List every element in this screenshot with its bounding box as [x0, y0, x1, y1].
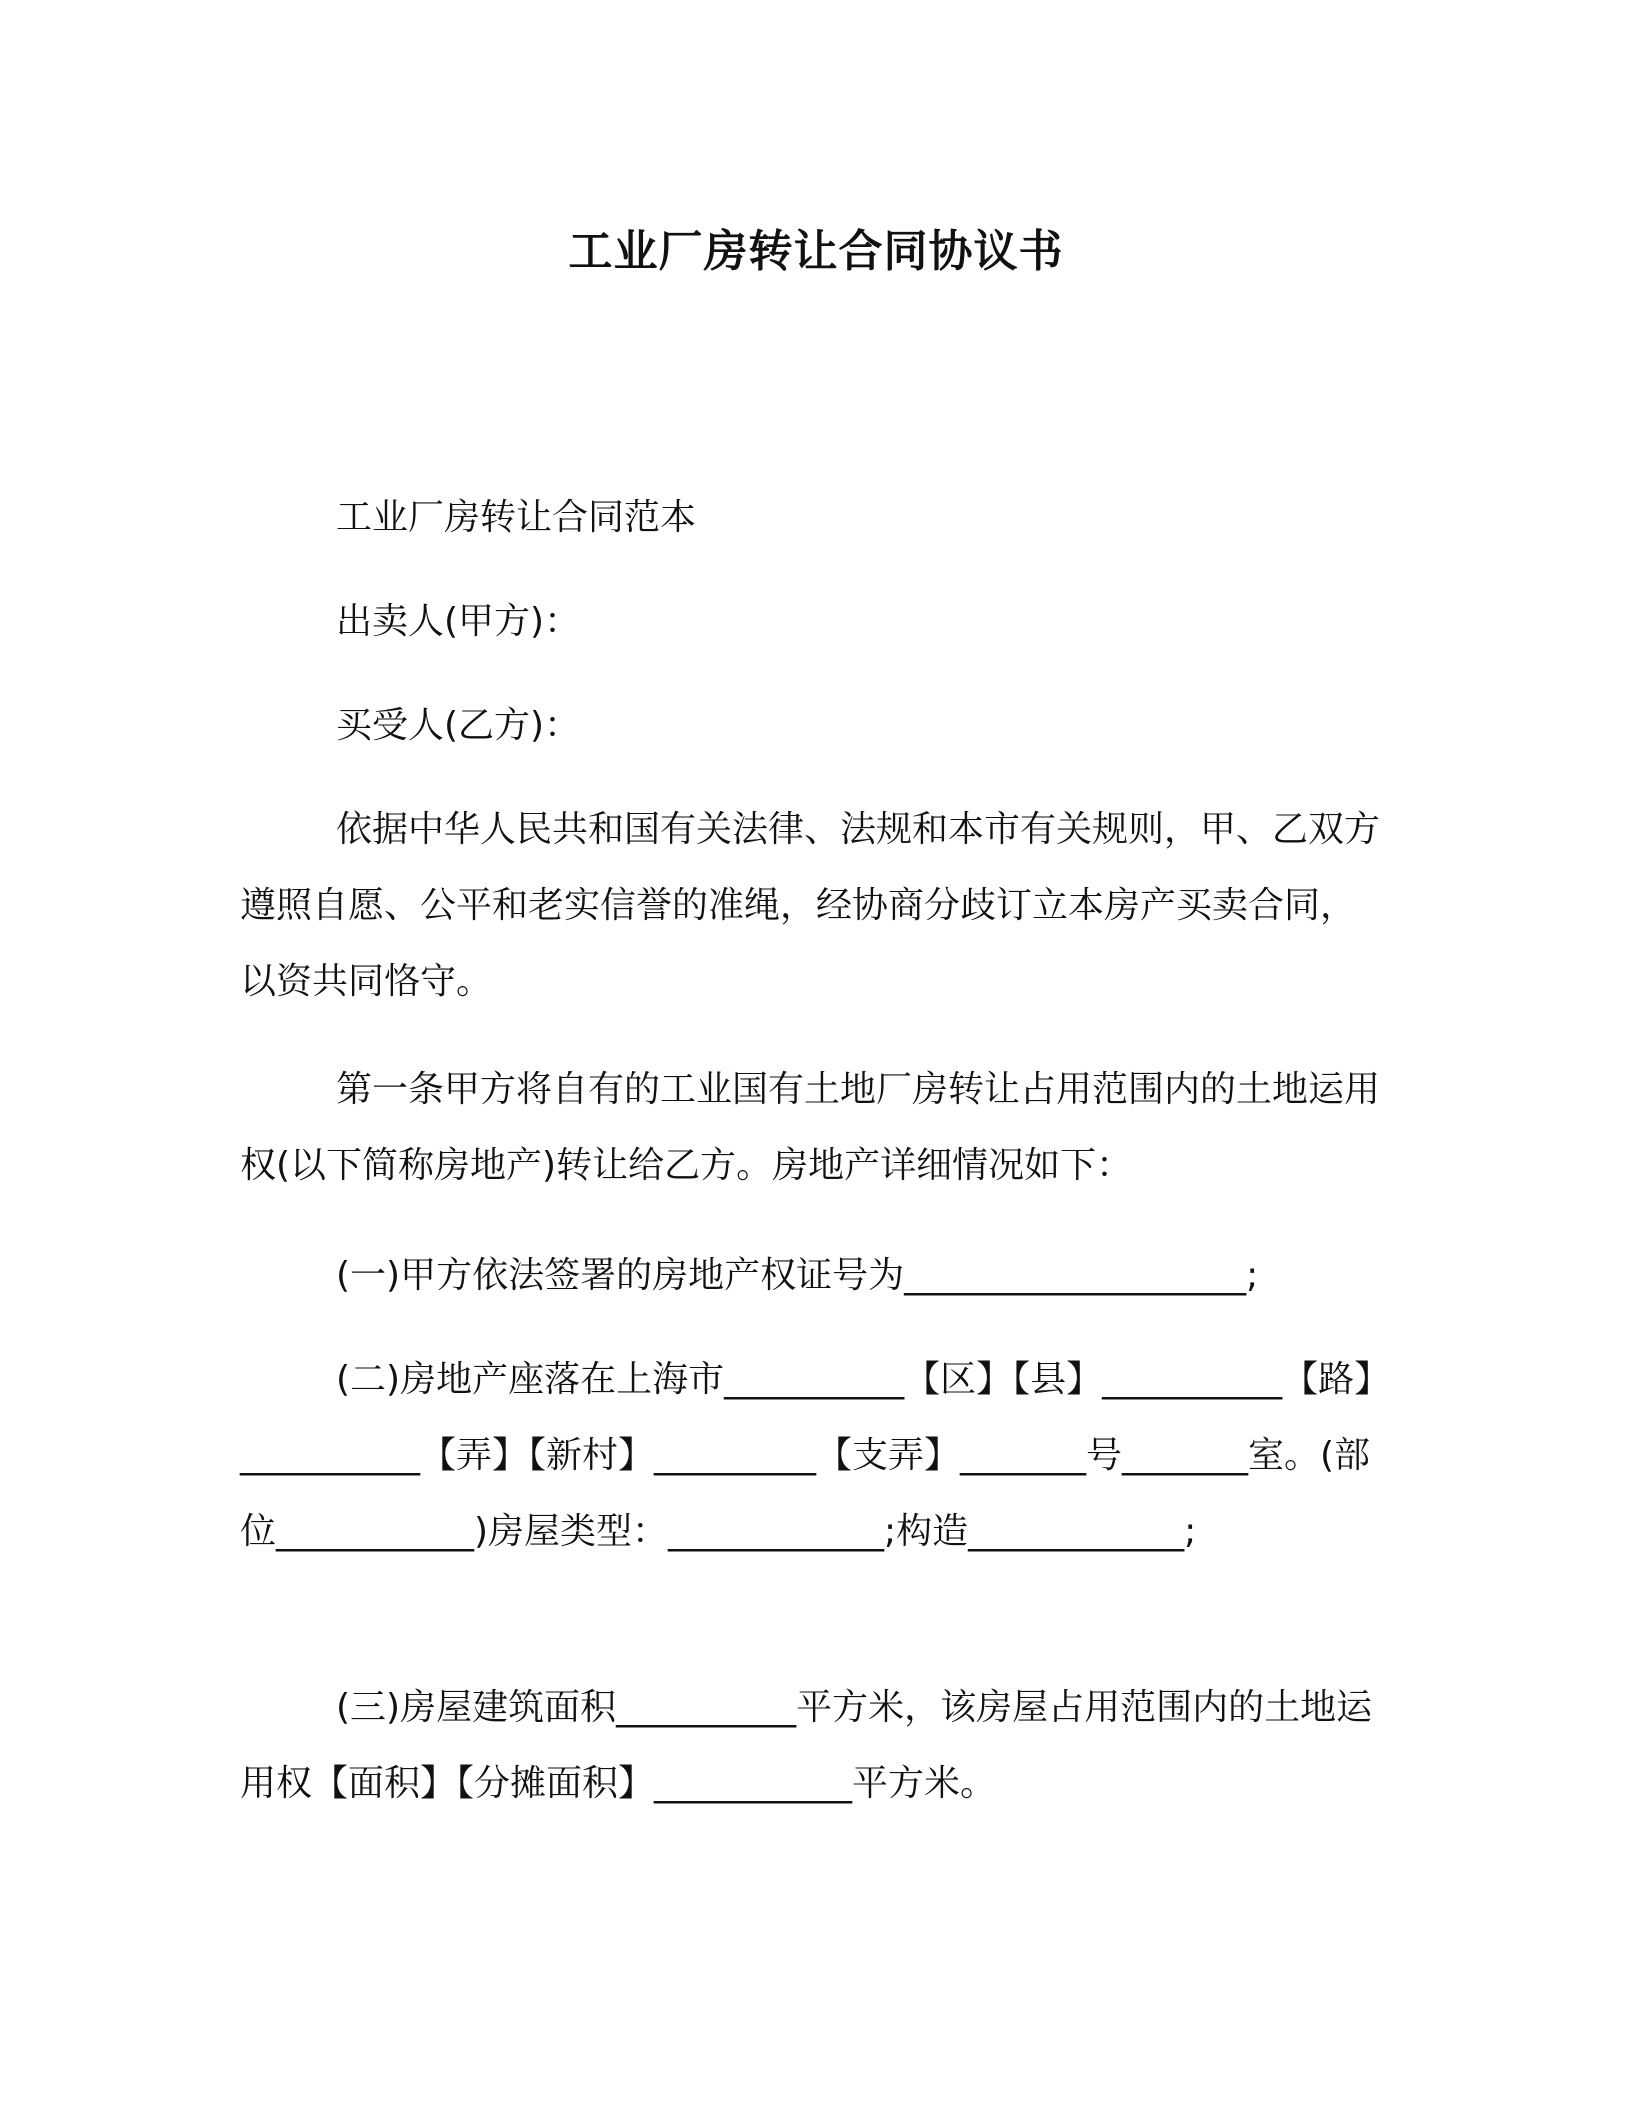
paragraph-clause-2: (二)房地产座落在上海市__________【区】【县】__________【路】__________【弄】【新村】_________【支弄】_______号_______室。(部位___________)房屋类型：____________;构造____________; — [240, 1359, 1373, 1552]
document-title: 工业厂房转让合同协议书 — [568, 226, 1064, 277]
document-subtitle: 工业厂房转让合同范本 — [336, 497, 697, 538]
paragraph-article-1: 第一条甲方将自有的工业国有土地厂房转让占用范围内的土地运用权(以下简称房地产)转让给乙方。房地产详细情况如下： — [240, 1069, 1381, 1186]
buyer-label: 买受人(乙方)： — [336, 705, 581, 746]
paragraph-preamble: 依据中华人民共和国有关法律、法规和本市有关规则，甲、乙双方遵照自愿、公平和老实信誉的准绳，经协商分歧订立本房产买卖合同，以资共同恪守。 — [240, 809, 1381, 1002]
paragraph-clause-3: (三)房屋建筑面积__________平方米，该房屋占用范围内的土地运用权【面积】【分摊面积】___________平方米。 — [240, 1687, 1373, 1804]
paragraph-clause-1: (一)甲方依法签署的房地产权证号为___________________; — [336, 1255, 1259, 1296]
seller-label: 出卖人(甲方)： — [336, 601, 581, 642]
